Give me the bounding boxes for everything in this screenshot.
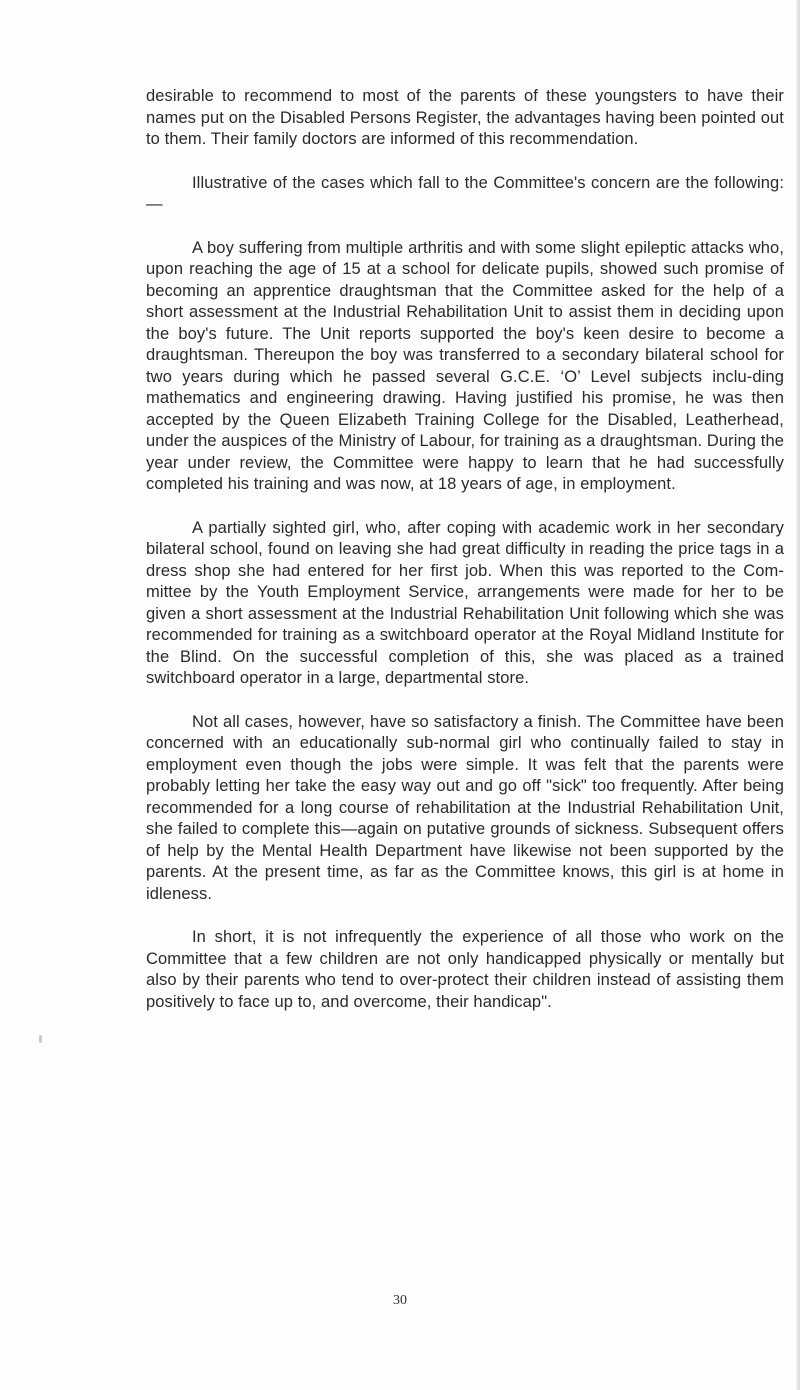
paragraph-continuation: desirable to recommend to most of the parents of these youngsters to have their names put on the Disabled Persons Register, the advantages having been pointed out to them. Their family doctors are informed of this recommendation.: [146, 87, 784, 148]
body-text: [146, 86, 784, 1035]
paragraph-case-subnormal-girl: Not all cases, however, have so satisfactory a finish. The Committee have been concerned with an educationally sub-normal girl who continually failed to stay in employment even though the jobs were simple. It was felt that the parents were probably letting her take the easy way out and go off "sick" too frequently. After being recommended for a long course of rehabilitation at the Industrial Rehabilitation Unit, she failed to complete this—again on putative grounds of sickness. Subsequent offers of help by the Mental Health Department have likewise not been supported by the parents. At the present time, as far as the Committee knows, this girl is at home in idleness.: [146, 712, 784, 903]
paragraph-case-partially-sighted-girl: A partially sighted girl, who, after coping with academic work in her secondary bilateral school, found on leaving she had great difficulty in reading the price tags in a dress shop she had entered for her first job. When this was reported to the Com-mittee by the Youth Employment Service, arrangements were made for her to be given a short assessment at the Industrial Rehabilitation Unit following which she was recommended for training as a switchboard operator at the Royal Midland Institute for the Blind. On the successful completion of this, she was placed as a trained switchboard operator in a large, departmental store.: [146, 518, 784, 687]
scan-edge-shadow: [796, 0, 800, 1390]
paragraph-case-boy: A boy suffering from multiple arthritis and with some slight epileptic attacks who, upon reaching the age of 15 at a school for delicate pupils, showed such promise of becoming an apprentice draughtsman that the Committee asked for the help of a short assessment at the Industrial Rehabilitation Unit to assist them in deciding upon the boy's future. The Unit reports supported the boy's keen desire to become a draughtsman. Thereupon the boy was transferred to a secondary bilateral school for two years during which he passed several G.C.E. ‘O’ Level subjects inclu-ding mathematics and engineering drawing. Having justified his promise, he was then accepted by the Queen Elizabeth Training College for the Disabled, Leatherhead, under the auspices of the Ministry of Labour, for training as a draughtsman. During the year under review, the Committee were happy to learn that he had successfully completed his training and was now, at 18 years of age, in employment.: [146, 238, 784, 493]
paragraph-conclusion: In short, it is not infrequently the experience of all those who work on the Committee that a few children are not only handicapped physically or mentally but also by their parents who tend to over-protect their children instead of assisting them positively to face up to, and overcome, their handicap".: [146, 928, 784, 1011]
page-number: 30: [393, 1293, 407, 1308]
paragraph-illustrative-intro: Illustrative of the cases which fall to the Committee's concern are the following:—: [146, 173, 784, 213]
scan-speck: [39, 1035, 42, 1043]
